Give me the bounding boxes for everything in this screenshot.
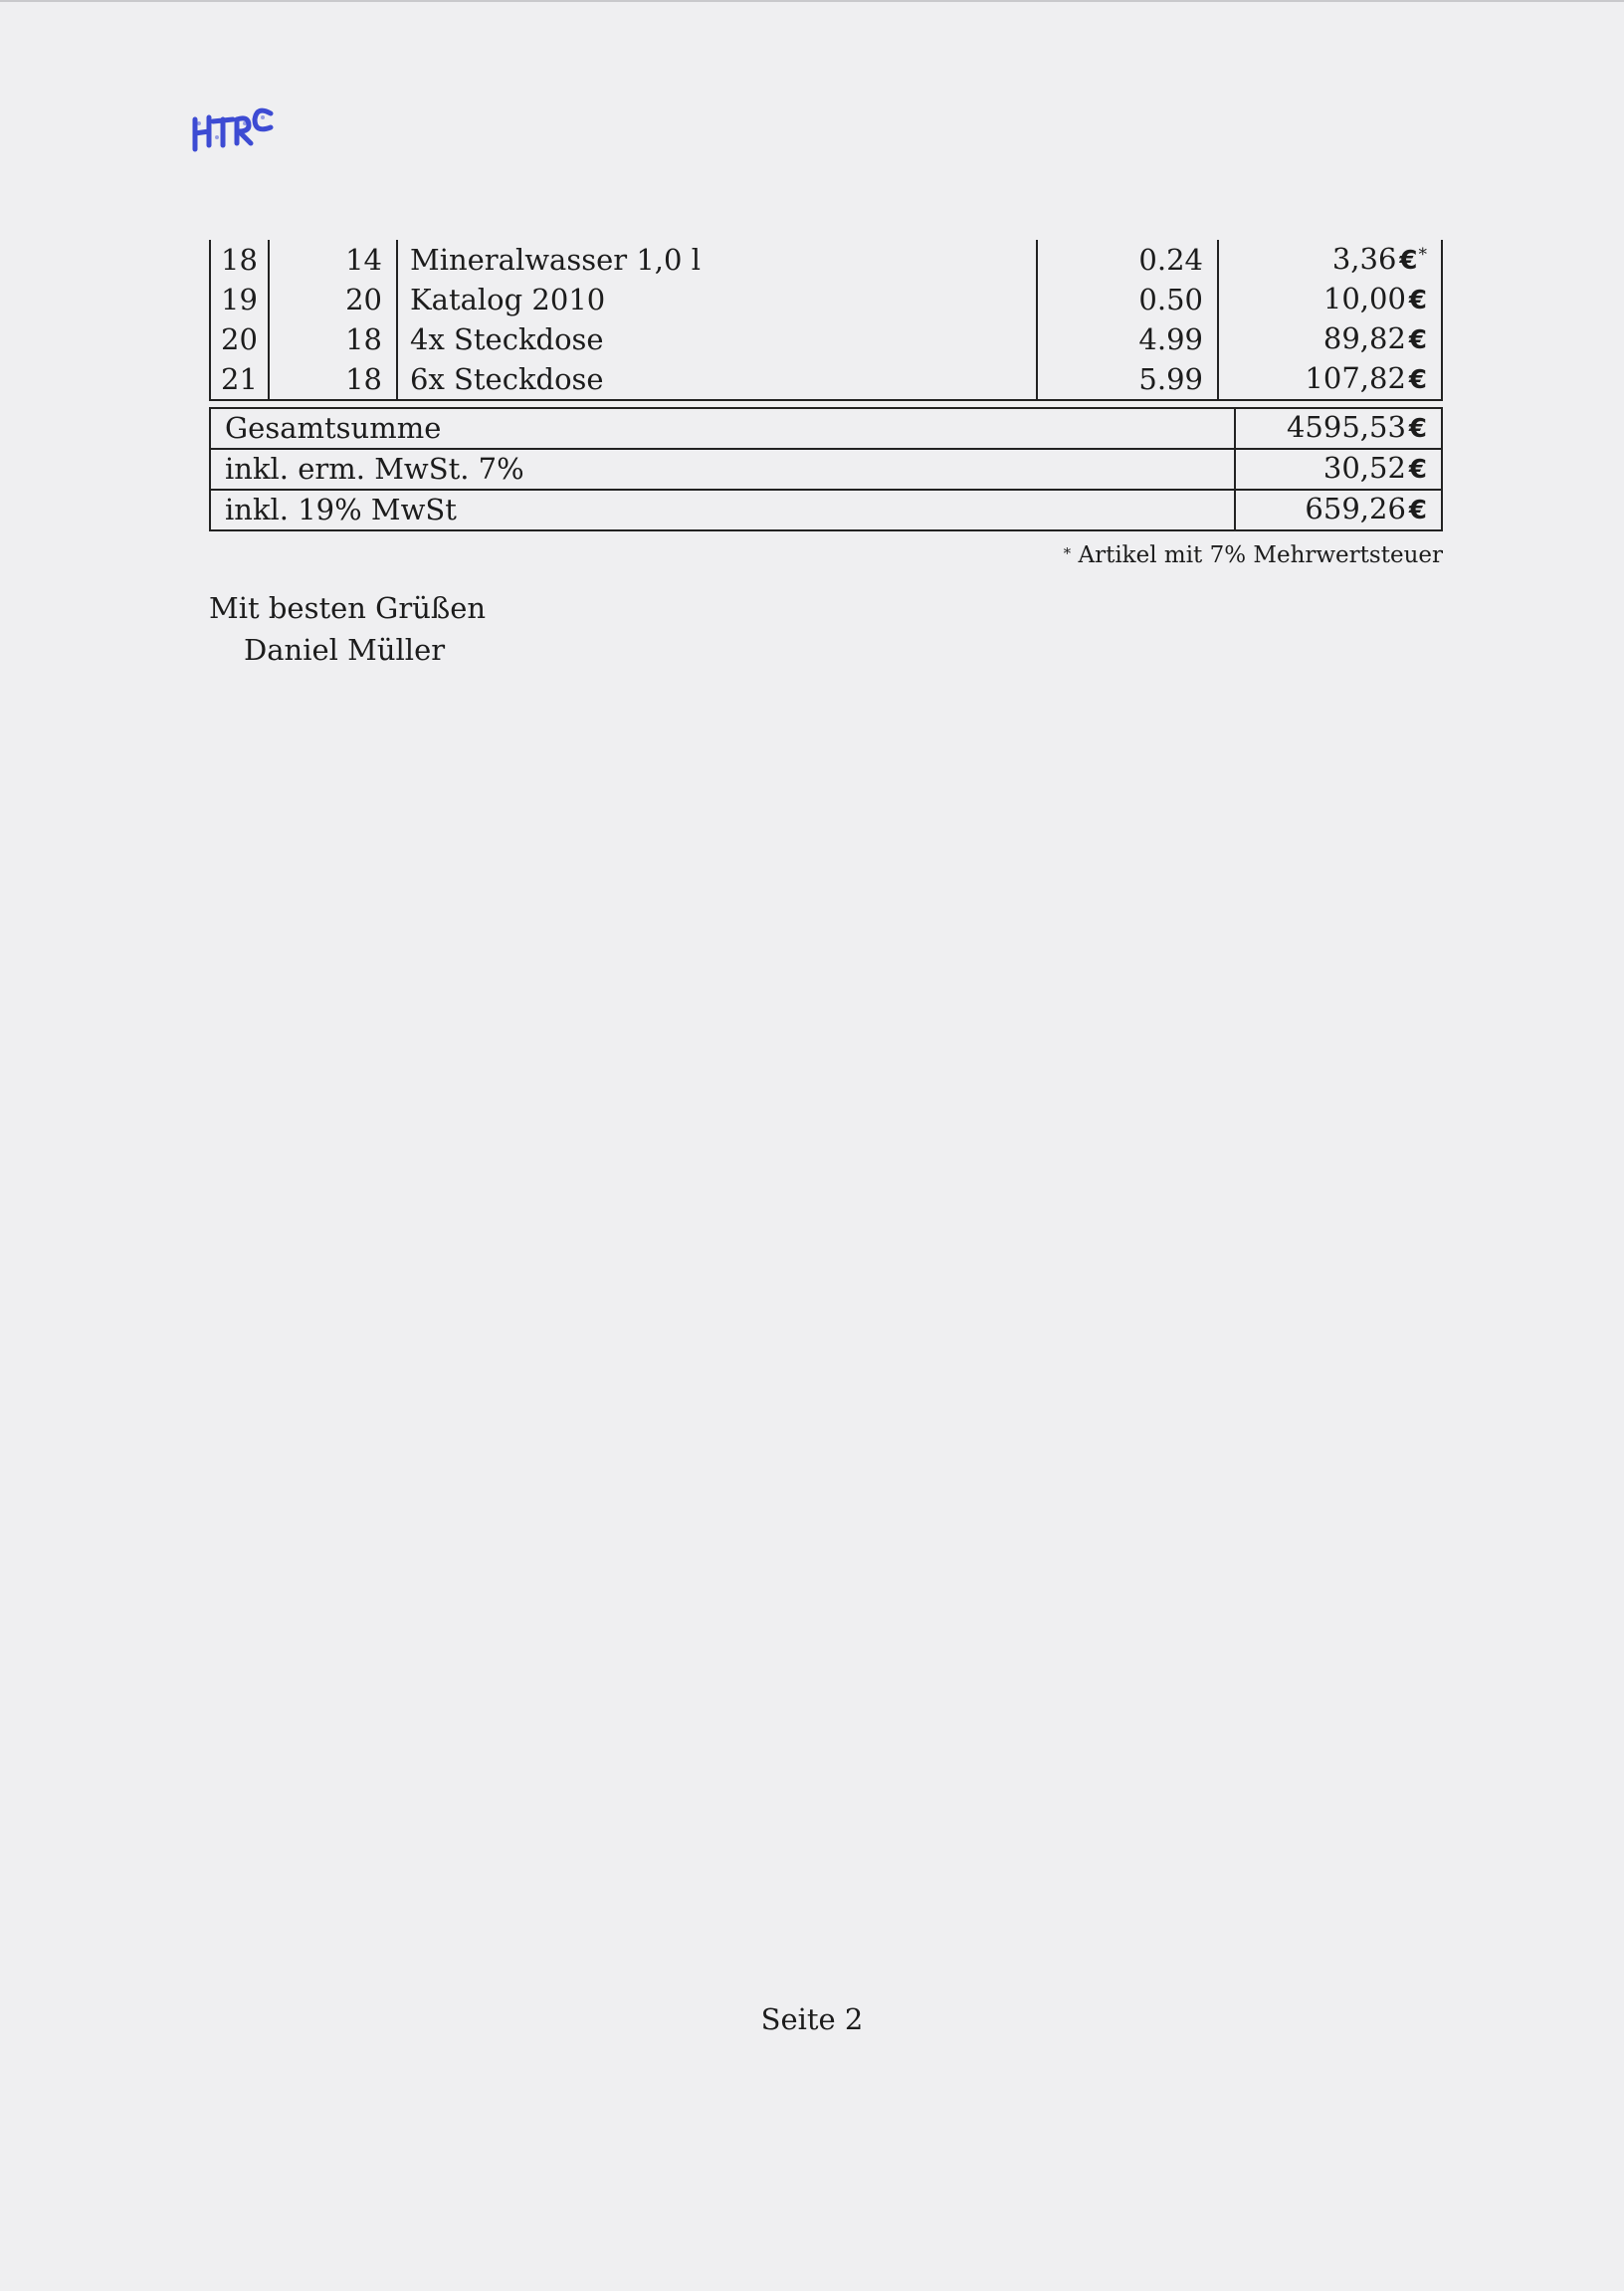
item-position: 19	[210, 280, 269, 319]
invoice-content	[209, 240, 1443, 569]
company-stamp-logo	[187, 100, 277, 155]
totals-table	[209, 407, 1443, 531]
line-item-row	[210, 359, 1442, 400]
totals-label: inkl. 19% MwSt	[210, 490, 1235, 530]
item-total: 10,00	[1322, 282, 1406, 315]
page-number: Seite 2	[760, 2002, 864, 2036]
item-description: Katalog 2010	[397, 280, 1037, 319]
euro-symbol: €	[1408, 286, 1427, 315]
item-total: 107,82	[1305, 361, 1406, 395]
item-position: 18	[210, 240, 269, 280]
item-quantity: 18	[269, 359, 397, 400]
totals-body	[210, 408, 1442, 530]
item-total-cell	[1218, 319, 1442, 359]
item-unit-price: 5.99	[1037, 359, 1218, 400]
footnote-text: Artikel mit 7% Mehrwertsteuer	[1078, 542, 1443, 568]
item-unit-price: 0.24	[1037, 240, 1218, 280]
vat-footnote	[209, 541, 1443, 569]
totals-row	[210, 449, 1442, 490]
item-description: Mineralwasser 1,0 l	[397, 240, 1037, 280]
totals-value: 30,52	[1322, 451, 1406, 485]
item-unit-price: 4.99	[1037, 319, 1218, 359]
totals-value-cell	[1235, 449, 1442, 490]
totals-row	[210, 490, 1442, 530]
totals-label: Gesamtsumme	[210, 408, 1235, 449]
line-item-row	[210, 280, 1442, 319]
totals-value-cell	[1235, 408, 1442, 449]
euro-symbol: €	[1408, 365, 1427, 395]
item-quantity: 14	[269, 240, 397, 280]
totals-value: 4595,53	[1286, 410, 1406, 444]
totals-row	[210, 408, 1442, 449]
top-edge-line	[0, 0, 1624, 2]
closing-block	[209, 587, 486, 671]
stamp-graphic	[187, 100, 277, 155]
item-total: 89,82	[1322, 321, 1406, 355]
item-quantity: 20	[269, 280, 397, 319]
totals-value: 659,26	[1305, 492, 1406, 525]
item-description: 6x Steckdose	[397, 359, 1037, 400]
item-total-cell	[1218, 359, 1442, 400]
closing-greeting: Mit besten Grüßen	[209, 591, 487, 625]
item-total-cell	[1218, 240, 1442, 280]
line-item-row	[210, 240, 1442, 280]
line-item-row	[210, 319, 1442, 359]
line-items-body	[210, 240, 1442, 400]
item-position: 20	[210, 319, 269, 359]
totals-label: inkl. erm. MwSt. 7%	[210, 449, 1235, 490]
signer-name: Daniel Müller	[244, 633, 446, 667]
item-total: 3,36	[1331, 242, 1397, 276]
item-position: 21	[210, 359, 269, 400]
reduced-vat-marker: *	[1418, 245, 1427, 265]
footnote-marker: *	[1063, 544, 1072, 562]
item-quantity: 18	[269, 319, 397, 359]
euro-symbol: €	[1408, 455, 1427, 485]
item-total-cell	[1218, 280, 1442, 319]
item-description: 4x Steckdose	[397, 319, 1037, 359]
euro-symbol: €	[1408, 496, 1427, 525]
item-unit-price: 0.50	[1037, 280, 1218, 319]
euro-symbol: €	[1408, 325, 1427, 355]
line-items-table	[209, 240, 1443, 401]
euro-symbol: €	[1408, 414, 1427, 444]
totals-value-cell	[1235, 490, 1442, 530]
euro-symbol: €	[1399, 246, 1418, 276]
